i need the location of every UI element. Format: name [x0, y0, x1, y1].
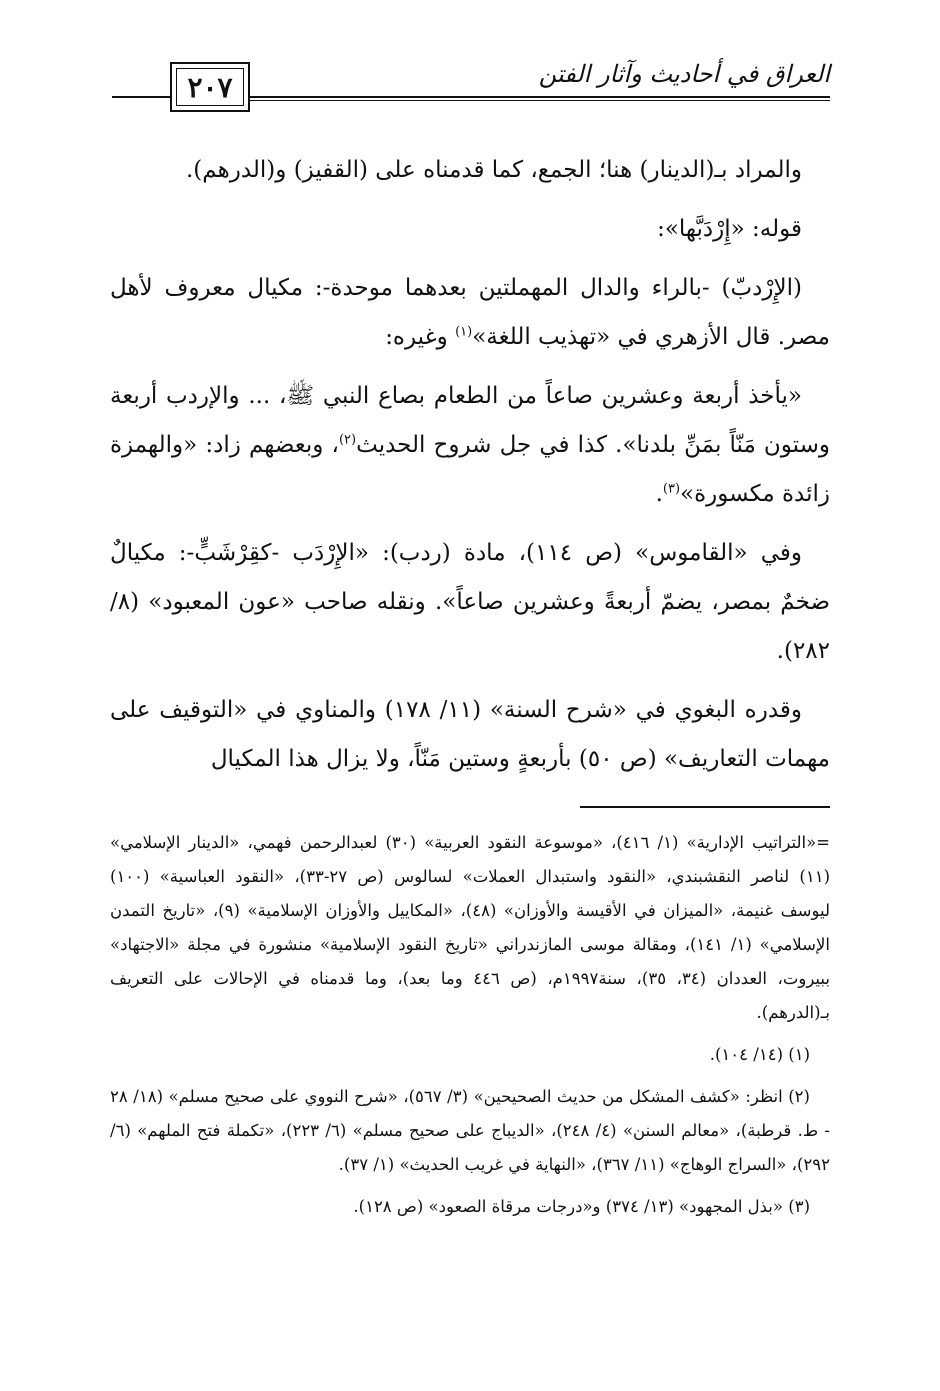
footnote-continuation: =«التراتيب الإدارية» (١/ ٤١٦)، «موسوعة النقود العربية» (٣٠) لعبدالرحمن فهمي، «الدينار الإسلامي» (١١) لناصر النقشبندي، «النقود واستبدال العملات» لسالوس (ص ٢٧-٣٣)، «النقود العباسية» (١٠٠) ليوسف غنيمة، «الميزان في الأقيسة والأوزان» (٤٨)، «المكاييل والأوزان الإسلامية» (٩)، «تاريخ التمدن الإسلامي» (١/ ١٤١)، ومقالة موسى المازندراني «تاريخ النقود الإسلامية» منشورة في مجلة «الاجتهاد» ببيروت، العددان (٣٤، ٣٥)، سنة١٩٩٧م، (ص ٤٤٦ وما بعد)، وما قدمناه في الإحالات على التعريف بـ(الدرهم).	[110, 833, 831, 1022]
footnote-separator	[580, 806, 830, 808]
footnote-ref-3: (٣)	[662, 481, 681, 497]
footnote-1: (١) (١٤/ ١٠٤).	[709, 1045, 810, 1064]
footnotes	[110, 826, 830, 1232]
paragraph-3-text-a: (الإِرْدبّ) -بالراء والدال المهملتين بعدهما موحدة-: مكيال معروف لأهل مصر. قال الأزهري في «تهذيب اللغة»	[110, 275, 830, 350]
header-rule-right	[250, 96, 830, 98]
header-rule-right-thin	[250, 100, 830, 101]
main-text	[110, 146, 830, 794]
paragraph-4-text-c: .	[655, 481, 663, 507]
paragraph-3	[110, 264, 830, 362]
paragraph-3-text-b: وغيره:	[385, 324, 456, 350]
running-title: العراق في أحاديث وآثار الفتن	[538, 60, 830, 88]
page-number: ٢٠٧	[176, 68, 244, 106]
paragraph-4	[110, 372, 830, 519]
paragraph-1: والمراد بـ(الدينار) هنا؛ الجمع، كما قدمناه على (القفيز) و(الدرهم).	[186, 157, 802, 183]
header-rule-left	[112, 96, 170, 98]
footnote-3: (٣) «بذل المجهود» (١٣/ ٣٧٤) و«درجات مرقاة الصعود» (ص ١٢٨).	[353, 1197, 810, 1216]
paragraph-4-text-a: «يأخذ أربعة وعشرين صاعاً من الطعام بصاع النبي ﷺ، ... والإردب أربعة وستون مَنّاً بمَنِّ بلدنا». كذا في جل شروح الحديث	[110, 383, 830, 458]
footnote-ref-2: (٢)	[338, 432, 357, 448]
paragraph-2-heading: قوله: «إِرْدَبَّها»:	[657, 216, 802, 242]
paragraph-6: وقدره البغوي في «شرح السنة» (١١/ ١٧٨) والمناوي في «التوقيف على مهمات التعاريف» (ص ٥٠) بأربعةٍ وستين مَنّاً، ولا يزال هذا المكيال	[110, 697, 830, 772]
footnote-2: (٢) انظر: «كشف المشكل من حديث الصحيحين» (٣/ ٥٦٧)، «شرح النووي على صحيح مسلم» (١٨/ ٢٨ - ط. قرطبة)، «معالم السنن» (٤/ ٢٤٨)، «الديباج على صحيح مسلم» (٦/ ٢٢٣)، «تكملة فتح الملهم» (٦/ ٢٩٢)، «السراج الوهاج» (١١/ ٣٦٧)، «النهاية في غريب الحديث» (١/ ٣٧).	[110, 1087, 830, 1174]
paragraph-4-text-b: ، وبعضهم زاد: «والهمزة زائدة مكسورة»	[110, 432, 830, 507]
paragraph-5: وفي «القاموس» (ص ١١٤)، مادة (ردب): «الإِرْدَب -كقِرْشَبٍّ-: مكيالٌ ضخمٌ بمصر، يضمّ أربعةً وعشرين صاعاً». ونقله صاحب «عون المعبود» (٨/ ٢٨٢).	[110, 540, 830, 664]
footnote-ref-1: (١)	[455, 324, 473, 340]
page-number-box	[170, 62, 250, 112]
